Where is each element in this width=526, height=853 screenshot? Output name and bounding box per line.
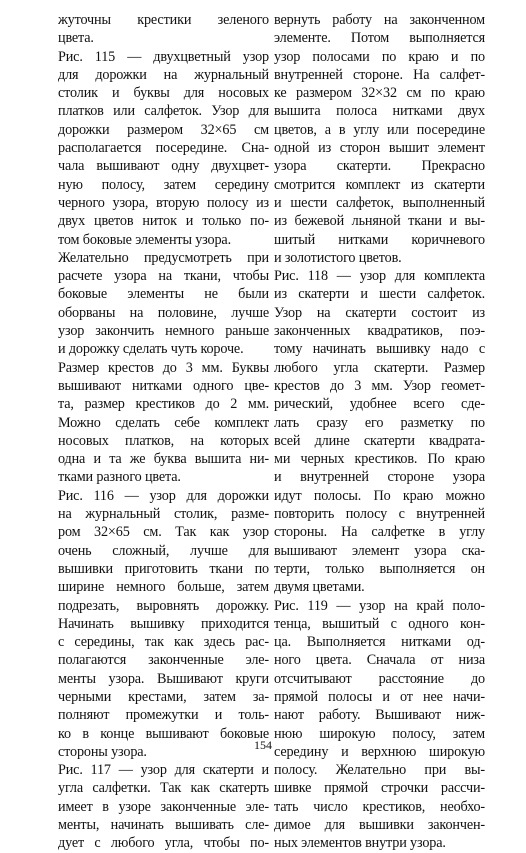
text-line: вернуть работу на законченном: [274, 12, 485, 28]
text-line: Можно сделать себе комплект: [58, 414, 269, 431]
text-line: шивке прямой строчки рассчи-: [274, 780, 485, 797]
text-line: отсчитывают расстояние до: [274, 670, 485, 687]
text-line: Рис. 116 — узор для дорожки: [58, 487, 269, 504]
text-line: ную полосу, затем середину: [58, 176, 269, 193]
text-line: платков или салфеток. Узор для: [58, 103, 269, 120]
text-line: на журнальный столик, разме-: [58, 506, 269, 523]
text-line: Узор на скатерти состоит из: [274, 304, 485, 321]
text-line: одна и та же буква вышита ни-: [58, 451, 269, 468]
text-line: и дорожку сделать чуть короче.: [58, 341, 244, 358]
text-line: узора скатерти. Прекрасно: [274, 158, 485, 175]
text-line: менты, начинать вышивать сле-: [58, 817, 269, 834]
text-line: полняют промежутки и толь-: [58, 707, 269, 724]
text-line: ных элементов внутри узора.: [274, 835, 446, 852]
text-line: очень сложный, лучше для: [58, 542, 269, 559]
text-line: располагается посередине. Сна-: [58, 140, 269, 157]
text-line: оборваны на половине, лучше: [58, 304, 269, 321]
text-line: димое для вышивки закончен-: [274, 817, 485, 834]
text-line: смотрится комплект из скатерти: [274, 176, 485, 193]
text-line: узор полосами по краю и по: [274, 48, 485, 65]
text-line: тать число крестиков, необхо-: [274, 798, 485, 815]
text-line: середину и верхнюю широкую: [274, 743, 485, 760]
text-line: Желательно предусмотреть при: [58, 249, 269, 266]
left-text-column: [58, 11, 269, 853]
text-line: элементе. Потом выполняется: [274, 30, 485, 47]
text-line: Рис. 115 — двухцветный узор: [58, 48, 269, 65]
text-line: Размер крестов до 3 мм. Буквы: [58, 359, 269, 376]
text-line: для дорожки на журнальный: [58, 66, 269, 83]
text-line: Рис. 117 — узор для скатерти и: [58, 762, 269, 779]
text-line: стороны. На салфетке в углу: [274, 524, 485, 541]
text-line: вышивают нитками одного цве-: [58, 377, 269, 394]
text-line: крестов до 3 мм. Узор геомет-: [274, 377, 485, 394]
text-line: цветов, а в углу или посередине: [274, 121, 485, 138]
text-line: и золотистого цветов.: [274, 249, 402, 266]
text-line: узор закончить немного раньше: [58, 323, 269, 340]
text-line: менты узора. Вышивают круги: [58, 670, 269, 687]
text-line: черными крестами, затем за-: [58, 688, 269, 705]
text-line: дорожки размером 32×65 см: [58, 121, 269, 138]
text-line: ми черных крестиков. По краю: [274, 451, 485, 468]
text-line: терти, только выполняется он: [274, 560, 485, 577]
text-line: с середины, так как здесь рас-: [58, 634, 269, 651]
text-line: и шести салфеток, выполненный: [274, 194, 485, 211]
text-line: и внутренней стороне узора: [274, 469, 485, 486]
text-line: ширине немного больше, затем: [58, 579, 269, 596]
text-line: законченных квадратиков, поэ-: [274, 323, 485, 340]
text-line: полагаются законченные эле-: [58, 652, 269, 669]
text-line: вышита полоса нитками двух: [274, 103, 485, 120]
text-line: подрезать, выровнять дорожку.: [58, 597, 269, 614]
text-line: любого угла скатерти. Размер: [274, 359, 485, 376]
text-line: одной из сторон вышит элемент: [274, 140, 485, 157]
text-line: чала вышивают одну двухцвет-: [58, 158, 269, 175]
text-line: полосу. Желательно при вы-: [274, 762, 485, 779]
text-line: двух цветов ниток и только по-: [58, 213, 269, 230]
text-line: лать сразу его разметку по: [274, 414, 485, 431]
text-line: стороны узора.: [58, 743, 147, 760]
text-line: Рис. 119 — узор на край поло-: [274, 597, 485, 614]
text-line: ко в конце вышивают боковые: [58, 725, 269, 742]
text-line: рический, удобнее всего сде-: [274, 396, 485, 413]
text-line: тому начинать вышивку надо с: [274, 341, 485, 358]
text-line: угла салфетки. Так как скатерть: [58, 780, 269, 797]
page-number: 154: [254, 738, 272, 752]
text-line: ца. Выполняется нитками од-: [274, 634, 485, 651]
text-line: столик и буквы для носовых: [58, 85, 269, 102]
text-line: та, размер крестиков до 2 мм.: [58, 396, 269, 413]
text-line: боковые элементы не были: [58, 286, 269, 303]
text-line: тками разного цвета.: [58, 469, 181, 486]
text-line: Начинать вышивку приходится: [58, 615, 269, 632]
text-line: дует с любого угла, чтобы по-: [58, 835, 269, 852]
text-line: ке размером 32×32 см по краю: [274, 85, 485, 102]
text-line: черного узора, вторую полосу из: [58, 194, 269, 211]
text-line: цвета.: [58, 30, 94, 47]
text-line: прямой полосы и от нее начи-: [274, 688, 485, 705]
text-line: из бежевой льняной ткани и вы-: [274, 213, 485, 230]
text-line: Рис. 118 — узор для комплекта: [274, 268, 485, 285]
text-line: двумя цветами.: [274, 579, 365, 596]
text-line: повторить полосу с внутренней: [274, 506, 485, 523]
text-line: расчете узора на ткани, чтобы: [58, 268, 269, 285]
text-line: том боковые элементы узора.: [58, 231, 231, 248]
text-line: нают работу. Вышивают ниж-: [274, 707, 485, 724]
text-line: жуточны крестики зеленого: [58, 12, 269, 28]
text-line: идут полосы. По краю можно: [274, 487, 485, 504]
text-line: всей длине скатерти квадрата-: [274, 432, 485, 449]
text-line: ного цвета. Сначала от низа: [274, 652, 485, 669]
right-text-column: [274, 11, 485, 853]
text-line: вышивают элемент узора ска-: [274, 542, 485, 559]
text-line: имеет в узоре законченные эле-: [58, 798, 269, 815]
text-line: внутренней стороне. На салфет-: [274, 66, 485, 83]
text-line: носовых платков, на которых: [58, 432, 269, 449]
text-line: нюю широкую полосу, затем: [274, 725, 485, 742]
text-line: вышивки приготовить ткани по: [58, 560, 269, 577]
text-line: тенца, вышитый с одного кон-: [274, 615, 485, 632]
text-line: ром 32×65 см. Так как узор: [58, 524, 269, 541]
text-line: из скатерти и шести салфеток.: [274, 286, 485, 303]
text-line: шитый нитками коричневого: [274, 231, 485, 248]
